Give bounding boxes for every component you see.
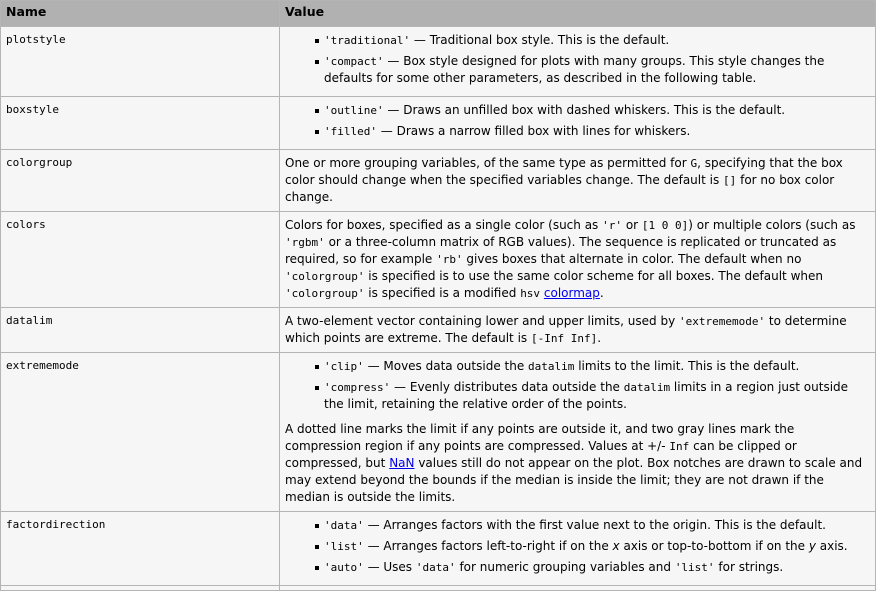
param-value [280,27,876,97]
header-row [1,1,876,27]
table-row [1,308,876,353]
list-item: 'list' — Arranges factors left-to-right if on the x axis or top-to-bottom if on the y axis. [315,538,870,555]
option-list [285,517,870,576]
option-list [285,358,870,413]
param-value: A two-element vector containing lower and upper limits, used by 'extrememode' to determine which points are extreme. The default is [-Inf Inf]. [280,308,876,353]
list-item: 'clip' — Moves data outside the datalim limits to the limit. This is the default. [315,358,870,375]
table-row [1,27,876,97]
table-row [1,150,876,212]
option-list [285,32,870,87]
list-item: 'outline' — Draws an unfilled box with dashed whiskers. This is the default. [315,102,870,119]
extrememode-note: A dotted line marks the limit if any points are outside it, and two gray lines mark the compression region if any points are compressed. Values at +/- Inf can be clipped or compressed, but NaN values still do not appear on the plot. Box notches are drawn to scale and may extend beyond the bounds if the median is inside the limit; they are not drawn if the median is outside the limits. [285,422,863,504]
table-row [1,212,876,308]
param-name: plotstyle [1,27,280,97]
param-name: colors [1,212,280,308]
param-name: datalim [1,308,280,353]
list-item: 'compress' — Evenly distributes data outside the datalim limits in a region just outside the limit, retaining the relative order of the points. [315,379,870,413]
param-value: Colors for boxes, specified as a single color (such as 'r' or [1 0 0]) or multiple colors (such as 'rgbm' or a three-column matrix of RGB values). The sequence is replicated or truncated as required, so for example 'rb' gives boxes that alternate in color. The default when no 'colorgroup' is specified is to use the same color scheme for all boxes. The default when 'colorgroup' is specified is a modified hsv colormap. [280,212,876,308]
list-item: 'filled' — Draws a narrow filled box with lines for whiskers. [315,123,870,140]
param-name: colorgroup [1,150,280,212]
table-row [1,586,876,591]
param-name: factordirection [1,512,280,586]
param-value: One or more grouping variables, of the same type as permitted for G, specifying that the box color should change when the specified variables change. The default is [] for no box color change. [280,150,876,212]
list-item: 'auto' — Uses 'data' for numeric grouping variables and 'list' for strings. [315,559,870,576]
param-value [280,353,876,512]
list-item: 'traditional' — Traditional box style. This is the default. [315,32,870,49]
list-item: 'data' — Arranges factors with the first value next to the origin. This is the default. [315,517,870,534]
nan-link[interactable]: NaN [389,456,415,470]
option-list [285,102,870,140]
colormap-link[interactable]: colormap [543,286,600,300]
name-column-header: Name [1,1,280,27]
param-name: extrememode [1,353,280,512]
table-row [1,512,876,586]
table-row [1,97,876,150]
param-value [280,512,876,586]
value-column-header: Value [280,1,876,27]
param-value [280,97,876,150]
param-name: boxstyle [1,97,280,150]
list-item: 'compact' — Box style designed for plots with many groups. This style changes the defaults for some other parameters, as described in the following table. [315,53,870,87]
table-row [1,353,876,512]
